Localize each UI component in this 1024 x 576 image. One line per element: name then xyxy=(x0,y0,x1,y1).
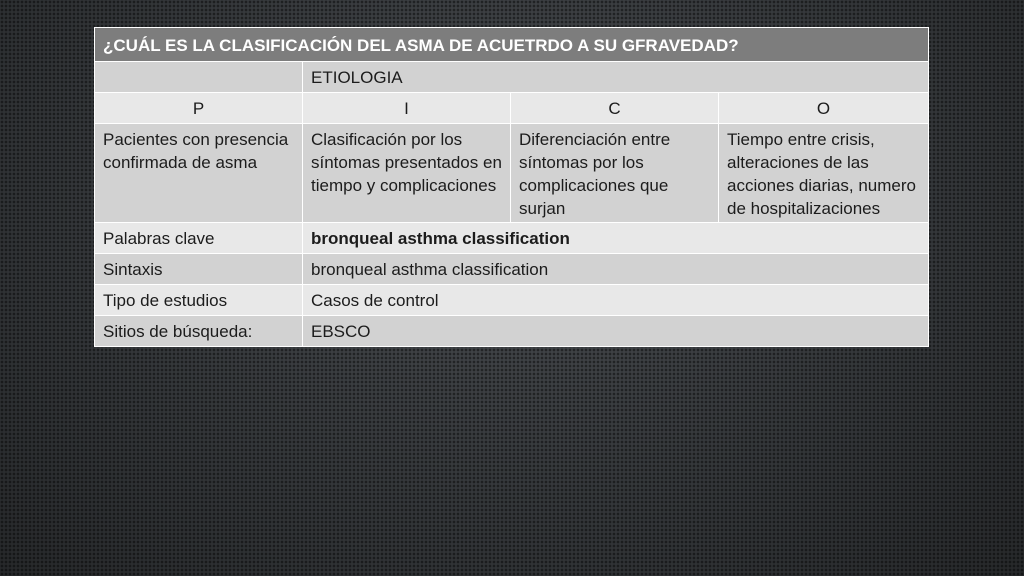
pico-description-p: Pacientes con presencia confirmada de asma xyxy=(95,124,303,223)
pico-table xyxy=(94,27,929,347)
pico-header-c: C xyxy=(511,93,719,124)
table-row-search-sites xyxy=(95,316,929,347)
row-value: bronqueal asthma classification xyxy=(303,223,929,254)
row-label: Tipo de estudios xyxy=(95,285,303,316)
row-value: Casos de control xyxy=(303,285,929,316)
pico-header-row xyxy=(95,93,929,124)
pico-header-i: I xyxy=(303,93,511,124)
etiologia-row xyxy=(95,62,929,93)
row-value: bronqueal asthma classification xyxy=(303,254,929,285)
pico-header-o: O xyxy=(719,93,929,124)
pico-description-i: Clasificación por los síntomas presentados en tiempo y complicaciones xyxy=(303,124,511,223)
pico-header-p: P xyxy=(95,93,303,124)
row-label: Sintaxis xyxy=(95,254,303,285)
title-row xyxy=(95,28,929,62)
row-value: EBSCO xyxy=(303,316,929,347)
table-row-syntax xyxy=(95,254,929,285)
pico-description-row xyxy=(95,124,929,223)
row-label: Sitios de búsqueda: xyxy=(95,316,303,347)
table-row-study-type xyxy=(95,285,929,316)
table-row-keywords xyxy=(95,223,929,254)
table-title: ¿CUÁL ES LA CLASIFICACIÓN DEL ASMA DE ACUETRDO A SU GFRAVEDAD? xyxy=(95,28,929,62)
etiologia-label: ETIOLOGIA xyxy=(303,62,929,93)
empty-cell xyxy=(95,62,303,93)
row-label: Palabras clave xyxy=(95,223,303,254)
pico-description-o: Tiempo entre crisis, alteraciones de las acciones diarias, numero de hospitalizaciones xyxy=(719,124,929,223)
pico-description-c: Diferenciación entre síntomas por los complicaciones que surjan xyxy=(511,124,719,223)
